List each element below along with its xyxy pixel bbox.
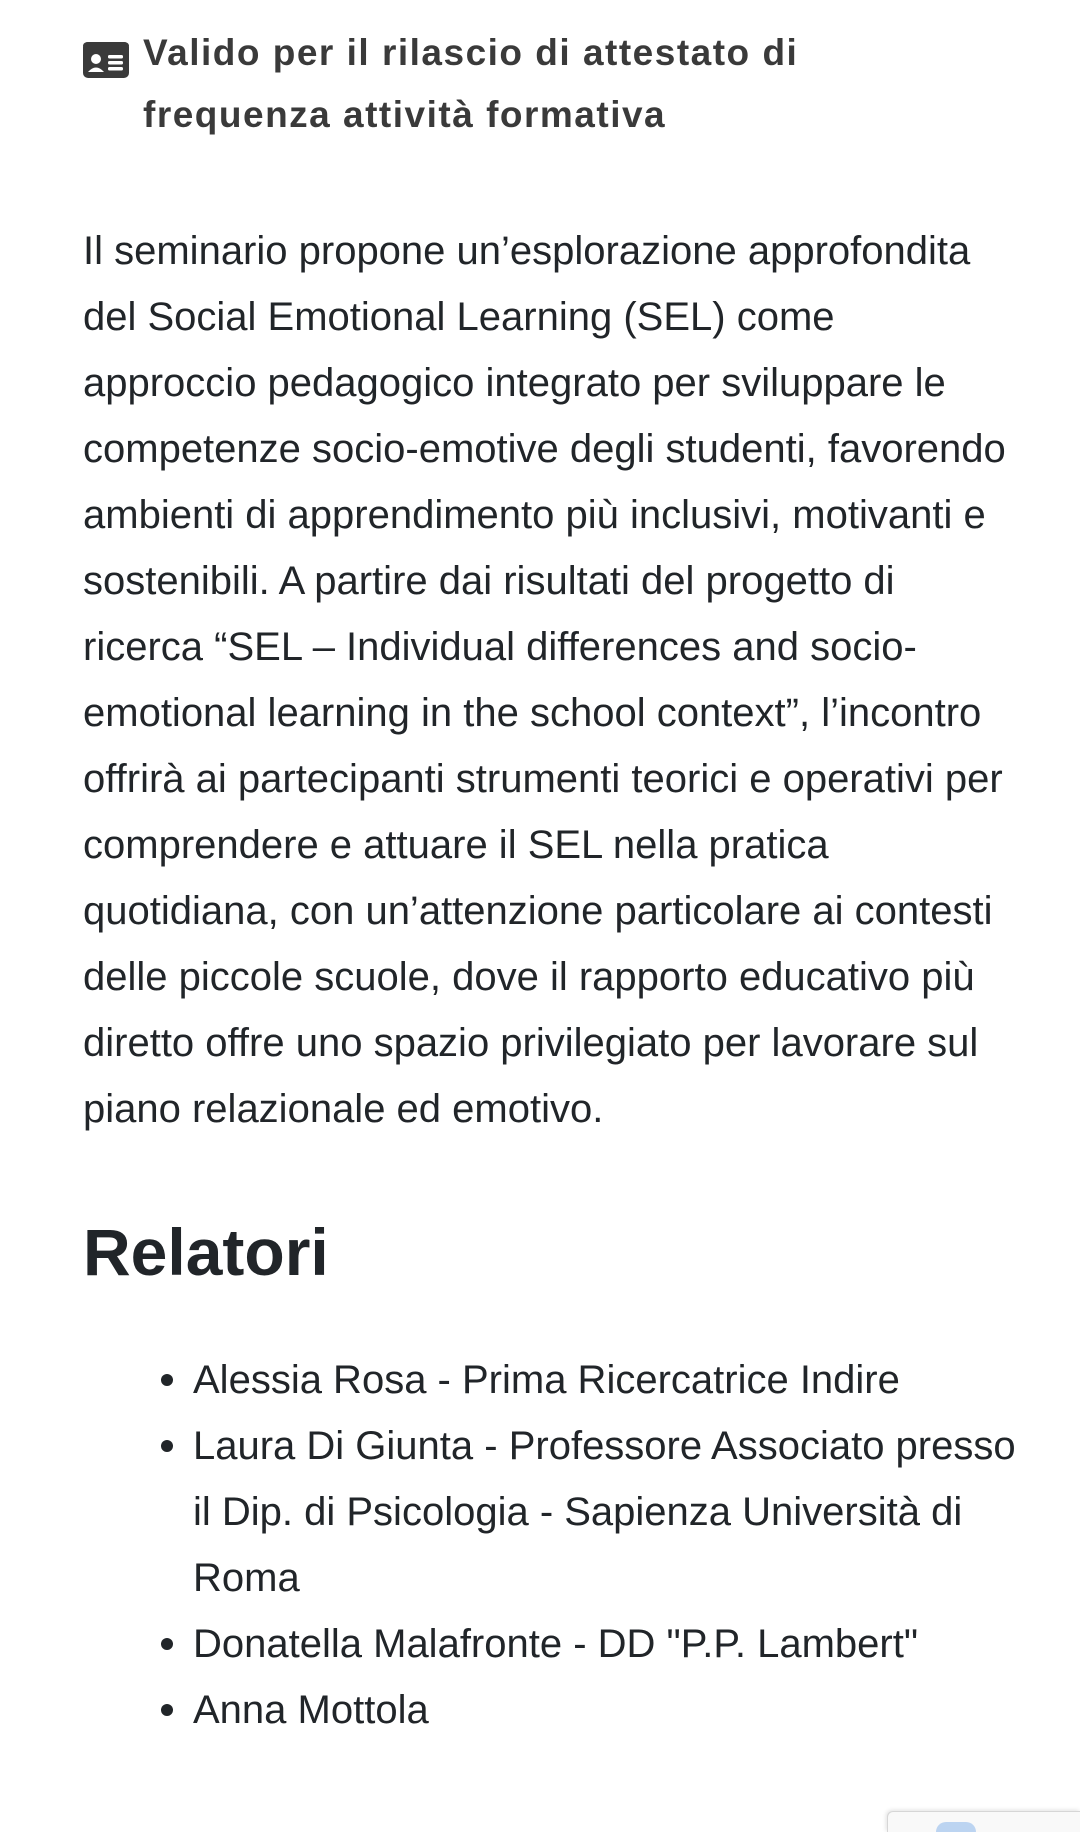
bullet-icon [161,1374,173,1386]
list-item [193,1611,1023,1677]
list-item [193,1347,1023,1413]
certificate-notice-text: Valido per il rilascio di attestato di frequenza attività formativa [143,32,799,135]
speakers-list [83,1347,1016,1743]
event-description: Il seminario propone un’esplorazione approfondita del Social Emotional Learning (SEL) come approccio pedagogico integrato per sviluppare le competenze socio-emotive degli studenti, favorendo ambienti di apprendimento più inclusivi, motivanti e sostenibili. A partire dai risultati del progetto di ricerca “SEL – Individual differences and socio-emotional learning in the school context”, l’incontro offrirà ai partecipanti strumenti teorici e operativi per comprendere e attuare il SEL nella pratica quotidiana, con un’attenzione particolare ai contesti delle piccole scuole, dove il rapporto educativo più diretto offre uno spazio privilegiato per lavorare sul piano relazionale ed emotivo. [83,229,1006,1131]
speaker-name: Alessia Rosa - Prima Ricercatrice Indire [193,1357,900,1402]
recaptcha-icon [936,1822,976,1832]
certificate-notice [83,22,913,146]
speakers-heading: Relatori [83,1215,329,1289]
bullet-icon [161,1704,173,1716]
id-card-icon [83,35,129,71]
speaker-name: Anna Mottola [193,1687,429,1732]
recaptcha-badge[interactable] [887,1811,1080,1832]
list-item [193,1413,1023,1611]
bullet-icon [161,1440,173,1452]
speaker-name: Laura Di Giunta - Professore Associato presso il Dip. di Psicologia - Sapienza Università di Roma [193,1423,1016,1600]
bullet-icon [161,1638,173,1650]
list-item [193,1677,1023,1743]
speaker-name: Donatella Malafronte - DD "P.P. Lambert" [193,1621,919,1666]
event-details [83,22,1016,1743]
